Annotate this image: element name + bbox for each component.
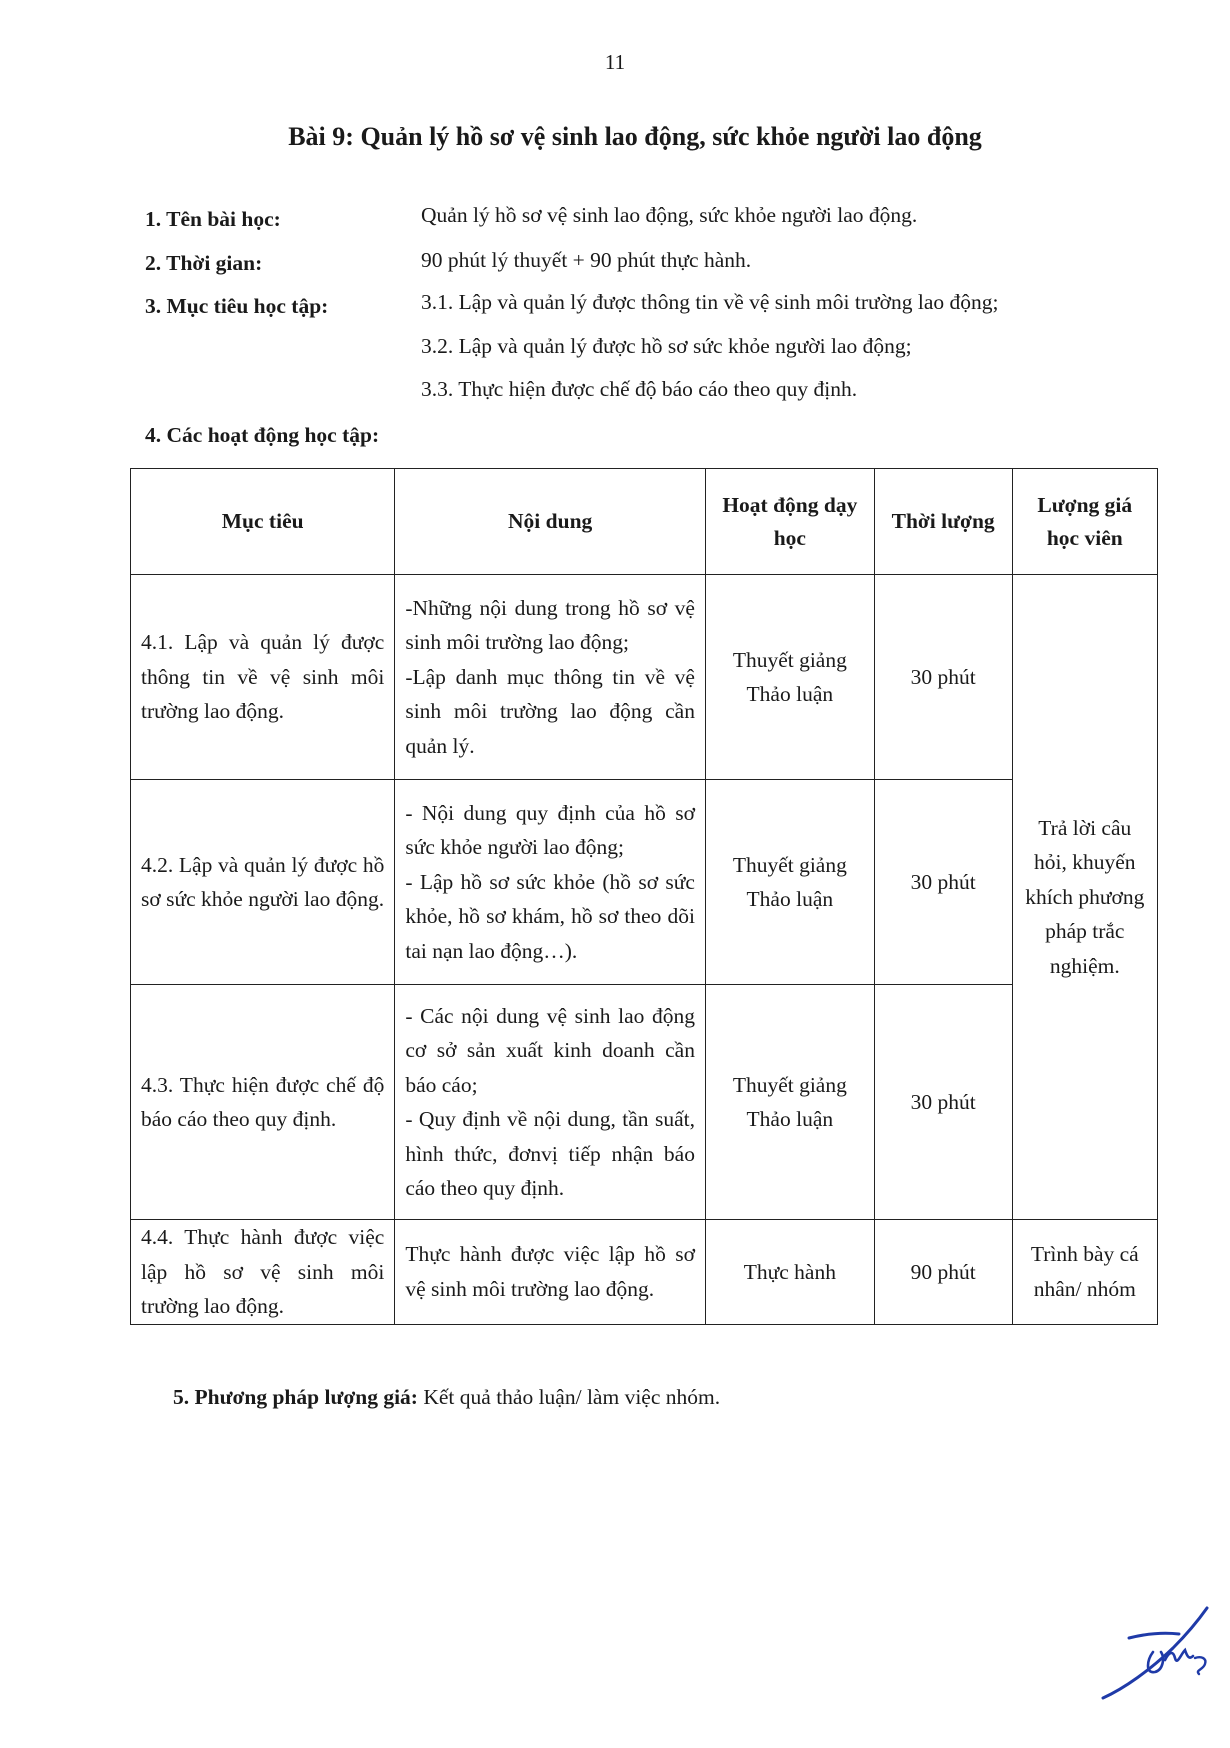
row-activity [705, 985, 874, 1220]
row-goal: 4.4. Thực hành được việc lập hồ sơ vệ sinh môi trường lao động. [131, 1220, 395, 1325]
activity-item: Thảo luận [746, 887, 834, 911]
table-row [131, 985, 1158, 1220]
activity-item: Thuyết giảng [732, 647, 847, 672]
row-activity [705, 575, 874, 780]
table-row [131, 780, 1158, 985]
row-goal: 4.3. Thực hiện được chế độ báo cáo theo quy định. [131, 985, 395, 1220]
learning-goal-2: 3.2. Lập và quản lý được hồ sơ sức khỏe người lao động; [421, 334, 912, 358]
evaluation-method-label: 5. Phương pháp lượng giá: [173, 1385, 418, 1409]
content-item: - Nội dung quy định của hồ sơ sức khỏe người lao động; [405, 800, 695, 860]
lesson-name-value: Quản lý hồ sơ vệ sinh lao động, sức khỏe người lao động. [421, 203, 918, 227]
table-header-row [131, 469, 1158, 575]
learning-goal-3: 3.3. Thực hiện được chế độ báo cáo theo quy định. [421, 377, 858, 401]
duration-value: 90 phút lý thuyết + 90 phút thực hành. [421, 248, 752, 272]
row-time: 30 phút [874, 985, 1012, 1220]
evaluation-method [173, 1385, 720, 1410]
page-number: 11 [604, 50, 626, 74]
content-item: - Lập hồ sơ sức khỏe (hồ sơ sức khỏe, hồ sơ khám, hồ sơ theo dõi tai nạn lao động…). [405, 869, 695, 963]
header-time: Thời lượng [874, 469, 1012, 575]
row-goal: 4.1. Lập và quản lý được thông tin về vệ sinh môi trường lao động. [131, 575, 395, 780]
header-activity: Hoạt động dạy học [705, 469, 874, 575]
lesson-title: Bài 9: Quản lý hồ sơ vệ sinh lao động, sức khỏe người lao động [288, 122, 982, 151]
row-content [395, 985, 706, 1220]
shared-evaluation: Trả lời câu hỏi, khuyến khích phương pháp trắc nghiệm. [1012, 575, 1157, 1220]
table-row [131, 575, 1158, 780]
learning-activities-table [130, 468, 1158, 1325]
duration-label: 2. Thời gian: [145, 251, 263, 275]
row-goal: 4.2. Lập và quản lý được hồ sơ sức khỏe người lao động. [131, 780, 395, 985]
row-evaluation: Trình bày cá nhân/ nhóm [1012, 1220, 1157, 1325]
content-item: -Những nội dung trong hồ sơ vệ sinh môi trường lao động; [405, 595, 695, 655]
lesson-name-label: 1. Tên bài học: [145, 207, 281, 231]
evaluation-method-value: Kết quả thảo luận/ làm việc nhóm. [423, 1385, 721, 1409]
row-content [395, 575, 706, 780]
row-time: 30 phút [874, 780, 1012, 985]
row-activity [705, 780, 874, 985]
row-time: 90 phút [874, 1220, 1012, 1325]
activity-item: Thuyết giảng [732, 1072, 847, 1097]
row-content: Thực hành được việc lập hồ sơ vệ sinh môi trường lao động. [395, 1220, 706, 1325]
header-goal: Mục tiêu [131, 469, 395, 575]
row-activity: Thực hành [705, 1220, 874, 1325]
table-row [131, 1220, 1158, 1325]
learning-goal-1: 3.1. Lập và quản lý được thông tin về vệ sinh môi trường lao động; [421, 290, 999, 314]
learning-goals-label: 3. Mục tiêu học tập: [145, 294, 329, 318]
row-time: 30 phút [874, 575, 1012, 780]
header-evaluation: Lượng giá học viên [1012, 469, 1157, 575]
handwritten-signature [1095, 1600, 1215, 1710]
header-content: Nội dung [395, 469, 706, 575]
activities-heading: 4. Các hoạt động học tập: [145, 423, 380, 447]
activity-item: Thảo luận [746, 682, 834, 706]
content-item: - Quy định về nội dung, tần suất, hình thức, đơnvị tiếp nhận báo cáo theo quy định. [405, 1107, 695, 1200]
row-content [395, 780, 706, 985]
content-item: - Các nội dung vệ sinh lao động cơ sở sản xuất kinh doanh cần báo cáo; [405, 1003, 695, 1097]
activity-item: Thảo luận [746, 1107, 834, 1131]
activity-item: Thuyết giảng [732, 852, 847, 877]
content-item: -Lập danh mục thông tin về vệ sinh môi trường lao động cần quản lý. [405, 664, 695, 758]
